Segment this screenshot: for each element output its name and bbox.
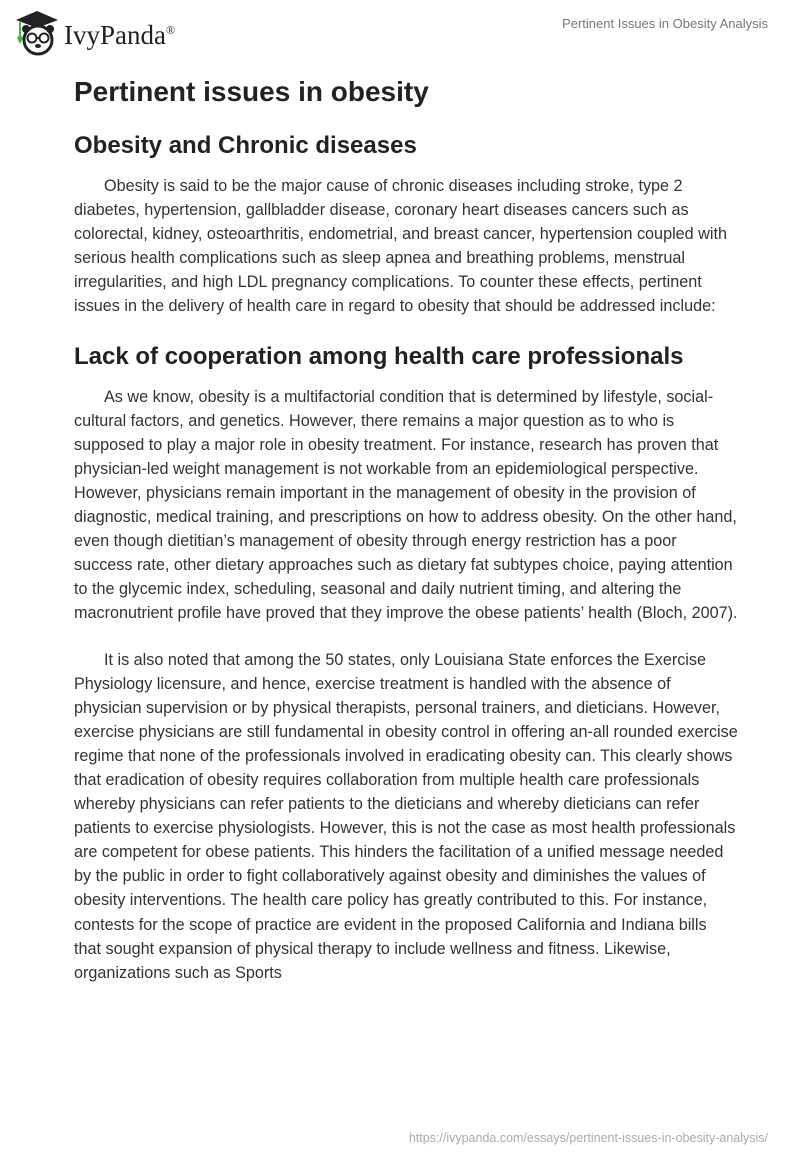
page-title: Pertinent issues in obesity bbox=[74, 76, 429, 107]
paragraph: It is also noted that among the 50 states, only Louisiana State enforces the Exercise Physiology licensure, and hence, exercise treatment is handled with the absence of physician supervision or by physical therapists, personal trainers, and dieticians. However, exercise physicians are still fundamental in obesity control in offering an-all rounded exercise regime that none of the professionals involved in eradicating obesity can. This clearly shows that eradication of obesity requires collaboration from multiple health care professionals whereby physicians can refer patients to the dieticians and whereby dieticians can refer patients to exercise physiologists. However, this is not the case as most health professionals are competent for obese patients. This hinders the facilitation of a unified message needed by the public in order to fight collaboratively against obesity and diminishes the values of obesity interventions. The health care policy has greatly contributed to this. For instance, contests for the scope of practice are evident in the proposed California and Indiana bills that sought expansion of physical therapy to include wellness and fitness. Likewise, organizations such as Sports bbox=[74, 650, 738, 982]
paragraph: Obesity is said to be the major cause of chronic diseases including stroke, type 2 diabetes, hypertension, gallbladder disease, coronary heart diseases cancers such as colorectal, kidney, osteoarthritis, endometrial, and breast cancer, hypertension coupled with serious health complications such as sleep apnea and breathing problems, menstrual irregularities, and high LDL pregnancy complications. To counter these effects, pertinent issues in the delivery of health care in regard to obesity that should be addressed include: bbox=[74, 177, 727, 316]
logo-text bbox=[64, 20, 175, 51]
page-header bbox=[0, 0, 800, 60]
logo[interactable] bbox=[12, 8, 175, 56]
document-title: Pertinent Issues in Obesity Analysis bbox=[562, 16, 768, 31]
registered-mark: ® bbox=[165, 22, 176, 37]
paragraph: As we know, obesity is a multifactorial condition that is determined by lifestyle, social-cultural factors, and genetics. However, there remains a major question as to who is supposed to play a major role in obesity treatment. For instance, research has proven that physician-led weight management is not workable from an epidemiological perspective. However, physicians remain important in the management of obesity in the provision of diagnostic, medical training, and prescriptions on how to address obesity. On the other hand, even though dietitian’s management of obesity through energy restriction has a poor success rate, other dietary approaches such as dietary fat subtypes choice, paying attention to the glycemic index, scheduling, seasonal and daily nutrient timing, and altering the macronutrient profile have proved that they improve the obese patients’ health (Bloch, 2007). bbox=[74, 387, 738, 623]
logo-wordmark: IvyPanda bbox=[64, 19, 166, 50]
essay-content bbox=[74, 74, 738, 1007]
section-heading: Lack of cooperation among health care professionals bbox=[74, 342, 684, 370]
source-url[interactable]: https://ivypanda.com/essays/pertinent-issues-in-obesity-analysis/ bbox=[408, 1131, 768, 1145]
panda-logo-icon bbox=[12, 8, 62, 56]
section-heading: Obesity and Chronic diseases bbox=[74, 132, 417, 159]
